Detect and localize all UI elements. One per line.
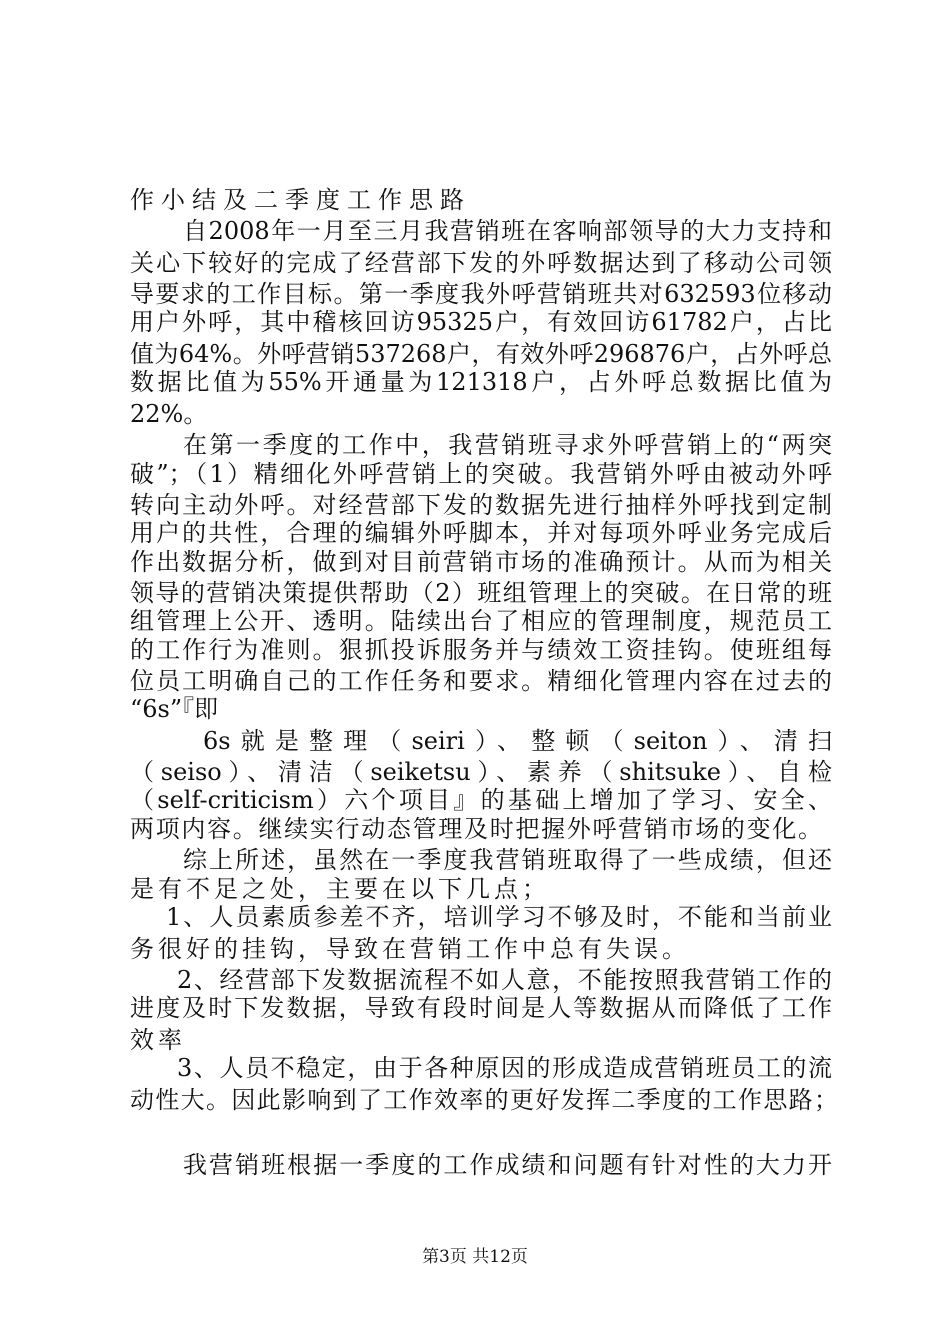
text-line: （self-criticism）六个项目』的基础上增加了学习、安全、 bbox=[130, 786, 832, 814]
text-line: 务很好的挂钩，导致在营销工作中总有失误。 bbox=[130, 935, 690, 963]
text-line: 破”；（1）精细化外呼营销上的突破。我营销外呼由被动外呼 bbox=[130, 460, 832, 488]
text-line: 数据比值为55%开通量为121318户，占外呼总数据比值为 bbox=[130, 368, 832, 396]
text-line: 效率 bbox=[130, 1026, 186, 1054]
text-line: 值为64%。外呼营销537268户，有效外呼296876户，占外呼总 bbox=[130, 340, 832, 368]
text-line: 自2008年一月至三月我营销班在客响部领导的大力支持和 bbox=[183, 217, 832, 245]
text-line: 在第一季度的工作中，我营销班寻求外呼营销上的“两突 bbox=[183, 431, 832, 459]
text-line: 领导的营销决策提供帮助（2）班组管理上的突破。在日常的班 bbox=[130, 579, 832, 607]
text-line: 的工作行为准则。狠抓投诉服务并与绩效工资挂钩。使班组每 bbox=[130, 636, 832, 664]
text-line: 位员工明确自己的工作任务和要求。精细化管理内容在过去的 bbox=[130, 667, 832, 695]
text-line: 用户外呼，其中稽核回访95325户，有效回访61782户，占比 bbox=[130, 308, 832, 336]
text-line: “6s”『即 bbox=[130, 695, 219, 723]
text-line: 导要求的工作目标。第一季度我外呼营销班共对632593位移动 bbox=[130, 280, 832, 308]
text-line: 6s就是整理（seiri）、整顿（seiton）、清扫 bbox=[203, 727, 832, 755]
text-line: 转向主动外呼。对经营部下发的数据先进行抽样外呼找到定制 bbox=[130, 491, 832, 519]
text-line: 3、人员不稳定，由于各种原因的形成造成营销班员工的流 bbox=[177, 1054, 832, 1082]
text-line: 动性大。因此影响到了工作效率的更好发挥二季度的工作思路； bbox=[130, 1086, 838, 1114]
text-line: 1、人员素质参差不齐，培训学习不够及时，不能和当前业 bbox=[166, 903, 832, 931]
text-line: 组管理上公开、透明。陆续出台了相应的管理制度，规范员工 bbox=[130, 607, 832, 635]
text-line: 进度及时下发数据，导致有段时间是人等数据从而降低了工作 bbox=[130, 994, 832, 1022]
text-line: 作小结及二季度工作思路 bbox=[130, 186, 471, 214]
page-footer: 第3页 共12页 bbox=[422, 1247, 528, 1267]
text-line: 关心下较好的完成了经营部下发的外呼数据达到了移动公司领 bbox=[130, 249, 832, 277]
text-line: 22%。 bbox=[130, 400, 208, 428]
text-line: 我营销班根据一季度的工作成绩和问题有针对性的大力开 bbox=[183, 1151, 832, 1179]
text-line: 两项内容。继续实行动态管理及时把握外呼营销市场的变化。 bbox=[130, 815, 822, 843]
text-line: 是有不足之处，主要在以下几点； bbox=[130, 875, 550, 903]
text-line: 用户的共性，合理的编辑外呼脚本，并对每项外呼业务完成后 bbox=[130, 519, 832, 547]
text-line: 2、经营部下发数据流程不如人意，不能按照我营销工作的 bbox=[177, 966, 832, 994]
text-line: （seiso）、清洁（seiketsu）、素养（shitsuke）、自检 bbox=[130, 758, 832, 786]
text-line: 作出数据分析，做到对目前营销市场的准确预计。从而为相关 bbox=[130, 548, 832, 576]
text-line: 综上所述，虽然在一季度我营销班取得了一些成绩，但还 bbox=[183, 846, 832, 874]
